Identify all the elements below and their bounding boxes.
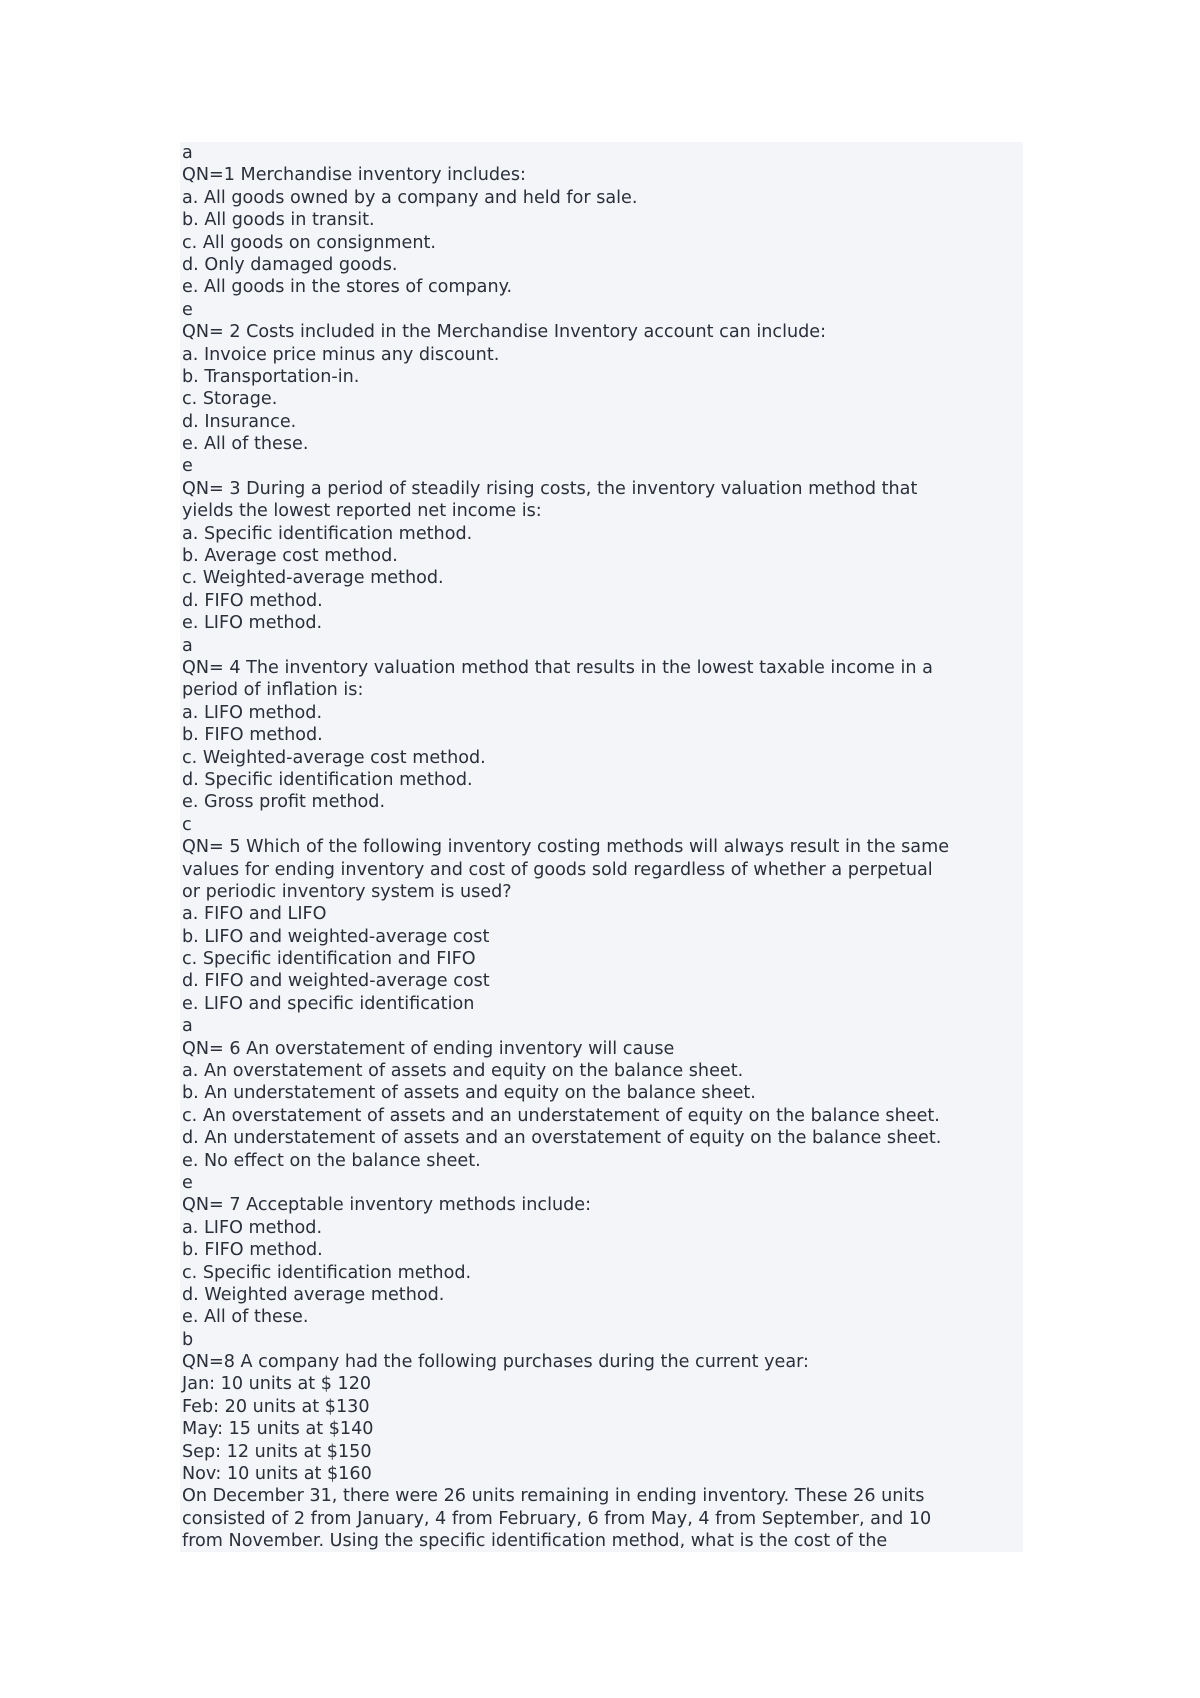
question-line: QN= 3 During a period of steadily rising costs, the inventory valuation method that <box>182 478 918 499</box>
option-line: a. FIFO and LIFO <box>182 904 327 925</box>
option-line: d. Only damaged goods. <box>182 254 398 275</box>
option-line: c. Storage. <box>182 389 278 410</box>
option-line: e. All of these. <box>182 434 309 455</box>
option-line: c. Specific identification method. <box>182 1262 472 1283</box>
question-line: QN=8 A company had the following purchases during the current year: <box>182 1352 809 1373</box>
purchase-line: Sep: 12 units at $150 <box>182 1441 372 1462</box>
option-line: b. FIFO method. <box>182 725 323 746</box>
option-line: e. All of these. <box>182 1307 309 1328</box>
purchase-line: Nov: 10 units at $160 <box>182 1464 372 1485</box>
answer-key-line: a <box>182 143 193 163</box>
option-line: b. LIFO and weighted-average cost <box>182 926 490 947</box>
question-line: values for ending inventory and cost of goods sold regardless of whether a perpetual <box>182 859 933 880</box>
question-text-block <box>180 142 1023 1552</box>
option-line: e. All goods in the stores of company. <box>182 277 513 298</box>
option-line: c. An overstatement of assets and an understatement of equity on the balance sheet. <box>182 1105 940 1126</box>
option-line: b. Average cost method. <box>182 546 398 567</box>
option-line: d. An understatement of assets and an overstatement of equity on the balance sheet. <box>182 1128 942 1149</box>
option-line: b. FIFO method. <box>182 1240 323 1261</box>
option-line: a. Invoice price minus any discount. <box>182 344 500 365</box>
option-line: c. Weighted-average method. <box>182 568 444 589</box>
option-line: a. LIFO method. <box>182 702 323 723</box>
question-line: period of inflation is: <box>182 680 364 701</box>
option-line: d. Insurance. <box>182 411 297 432</box>
option-line: a. Specific identification method. <box>182 523 473 544</box>
option-line: c. Specific identification and FIFO <box>182 949 476 970</box>
question-line: QN= 2 Costs included in the Merchandise Inventory account can include: <box>182 322 827 343</box>
option-line: b. An understatement of assets and equity on the balance sheet. <box>182 1083 756 1104</box>
question-line: QN=1 Merchandise inventory includes: <box>182 165 526 186</box>
question-line: consisted of 2 from January, 4 from February, 6 from May, 4 from September, and 10 <box>182 1508 932 1529</box>
answer-key-line: a <box>182 635 193 656</box>
option-line: a. LIFO method. <box>182 1217 323 1238</box>
purchase-line: Jan: 10 units at $ 120 <box>182 1374 372 1395</box>
answer-key-line: a <box>182 1016 193 1037</box>
option-line: b. Transportation-in. <box>182 366 360 387</box>
option-line: e. LIFO method. <box>182 613 323 634</box>
question-line: or periodic inventory system is used? <box>182 881 512 902</box>
option-line: c. All goods on consignment. <box>182 232 436 253</box>
option-line: e. Gross profit method. <box>182 792 386 813</box>
purchase-line: May: 15 units at $140 <box>182 1419 374 1440</box>
question-line: On December 31, there were 26 units remaining in ending inventory. These 26 units <box>182 1486 925 1507</box>
purchase-line: Feb: 20 units at $130 <box>182 1396 370 1417</box>
question-line: QN= 7 Acceptable inventory methods include: <box>182 1195 592 1216</box>
answer-key-line: b <box>182 1329 194 1350</box>
answer-key-line: e <box>182 456 193 477</box>
option-line: a. All goods owned by a company and held for sale. <box>182 187 638 208</box>
question-line: QN= 5 Which of the following inventory costing methods will always result in the same <box>182 837 950 858</box>
answer-key-line: e <box>182 1172 193 1193</box>
option-line: e. No effect on the balance sheet. <box>182 1150 481 1171</box>
option-line: c. Weighted-average cost method. <box>182 747 486 768</box>
option-line: d. Specific identification method. <box>182 769 473 790</box>
option-line: b. All goods in transit. <box>182 210 375 231</box>
question-line: QN= 4 The inventory valuation method that results in the lowest taxable income in a <box>182 657 933 678</box>
option-line: d. FIFO method. <box>182 590 323 611</box>
question-line: from November. Using the specific identification method, what is the cost of the <box>182 1531 888 1552</box>
question-line: QN= 6 An overstatement of ending inventory will cause <box>182 1038 675 1059</box>
question-line: yields the lowest reported net income is: <box>182 501 542 522</box>
option-line: a. An overstatement of assets and equity on the balance sheet. <box>182 1061 744 1082</box>
answer-key-line: c <box>182 814 192 835</box>
option-line: d. FIFO and weighted-average cost <box>182 971 490 992</box>
option-line: e. LIFO and specific identification <box>182 993 475 1014</box>
option-line: d. Weighted average method. <box>182 1284 445 1305</box>
answer-key-line: e <box>182 299 193 320</box>
